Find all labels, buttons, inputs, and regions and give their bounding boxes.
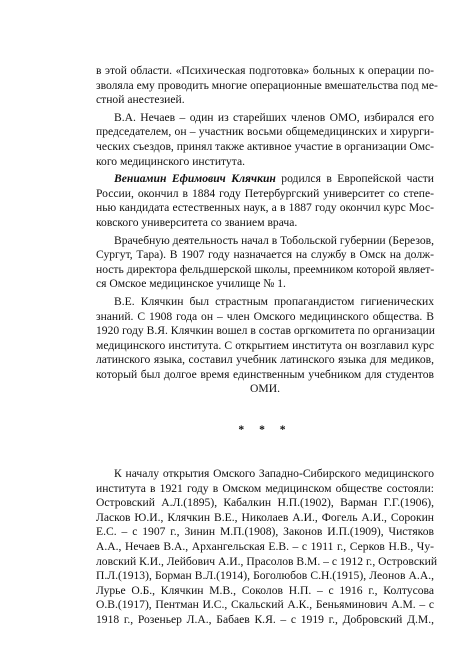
text-line: ся Омское медицинское училище № 1. <box>96 277 286 291</box>
text-line: Лурье О.Б., Клячкин М.В., Соколов Н.П. – с 1916 г., Колтусова <box>96 583 434 597</box>
text-line: нью кандидата естественных наук, а в 1887 году окончил курс Мос- <box>96 201 434 215</box>
paragraph-hygiene <box>96 295 434 397</box>
text-line: 1920 году В.Я. Клячкин вошел в состав оргкомитета по организации <box>96 324 435 338</box>
text-line: Островский А.Л.(1895), Кабалкин Н.П.(1902), Варман Г.Г.(1906), <box>96 496 434 510</box>
paragraph-anesthesia <box>96 64 438 108</box>
text-line: ловский К.И., Лейбович А.И., Прасолов В.М. – с 1912 г., Островский <box>96 554 438 568</box>
text-line: Сургут, Тара). В 1907 году назначается на службу в Омск на долж- <box>96 248 434 262</box>
text-line: Врачебную деятельность начал в Тобольской губернии (Березов, <box>114 233 434 247</box>
text-line: ОМИ. <box>250 382 280 396</box>
text-line: ность директора фельдшерской школы, преемником которой являет- <box>96 262 435 276</box>
text-line: ковского университета со званием врача. <box>96 215 298 229</box>
text-line: в этой области. «Психическая подготовка» больных к операции по- <box>96 64 434 77</box>
text-line: латинского языка, составил учебник латинского языка для медиков, <box>96 353 434 367</box>
text-line: 1918 г., Розеньер Л.А., Бабаев К.Я. – с 1919 г., Добровский Д.М., <box>96 613 434 626</box>
text-line: института в 1921 году в Омском медицинском обществе состояли: <box>96 481 434 495</box>
paragraph-career <box>96 234 434 292</box>
text-line: председателем, он – участник восьми общемедицинских и хирурги- <box>96 125 434 139</box>
paragraph-klyachkin-bio <box>96 172 434 230</box>
text-line: В.Е. Клячкин был страстным пропагандистом гигиенических <box>114 294 434 308</box>
text-line: стной анестезией. <box>96 93 185 107</box>
text-line <box>96 172 434 187</box>
section-separator: * * * <box>238 423 292 437</box>
paragraph-nechaev <box>96 111 434 169</box>
text-line: медицинского института. С открытием института он возглавил курс <box>96 338 434 352</box>
text-line: кого медицинского института. <box>96 154 245 168</box>
text-line: В.А. Нечаев – один из старейших членов ОМО, избирался его <box>114 110 434 124</box>
text-line: зволяла ему проводить многие операционные вмешательства под ме- <box>96 78 438 92</box>
text-line: А.А., Нечаев В.А., Архангельская Е.В. – с 1911 г., Серков Н.В., Чу- <box>96 540 434 554</box>
text-line: знаний. С 1908 года он – член Омского медицинского общества. В <box>96 309 434 323</box>
text-line: который был долгое время единственным учебником для студентов <box>96 367 434 381</box>
text-line: О.В.(1917), Пентман И.С., Скальский А.К., Беньяминович А.М. – с <box>96 598 434 612</box>
text-line: К началу открытия Омского Западно-Сибирского медицинского <box>114 467 434 481</box>
text-fragment: родился в Европейской части <box>275 172 435 186</box>
text-line: Ласков Ю.И., Клячкин В.Е., Николаев А.И., Фогель А.И., Сорокин <box>96 510 434 524</box>
text-line: Е.С. – с 1907 г., Зинин М.П.(1908), Законов И.П.(1909), Чистяков <box>96 525 434 539</box>
text-line: России, окончил в 1884 году Петербургский университет со степе- <box>96 186 434 200</box>
paragraph-members-list <box>96 467 438 628</box>
document-page <box>96 64 438 628</box>
text-line: П.Л.(1913), Борман В.Л.(1914), Боголюбов С.Н.(1915), Леонов А.А., <box>96 569 434 583</box>
person-name: Вениамин Ефимович Клячкин <box>114 172 276 186</box>
text-line: ческих съездов, принял также активное участие в организации Омс- <box>96 139 435 153</box>
